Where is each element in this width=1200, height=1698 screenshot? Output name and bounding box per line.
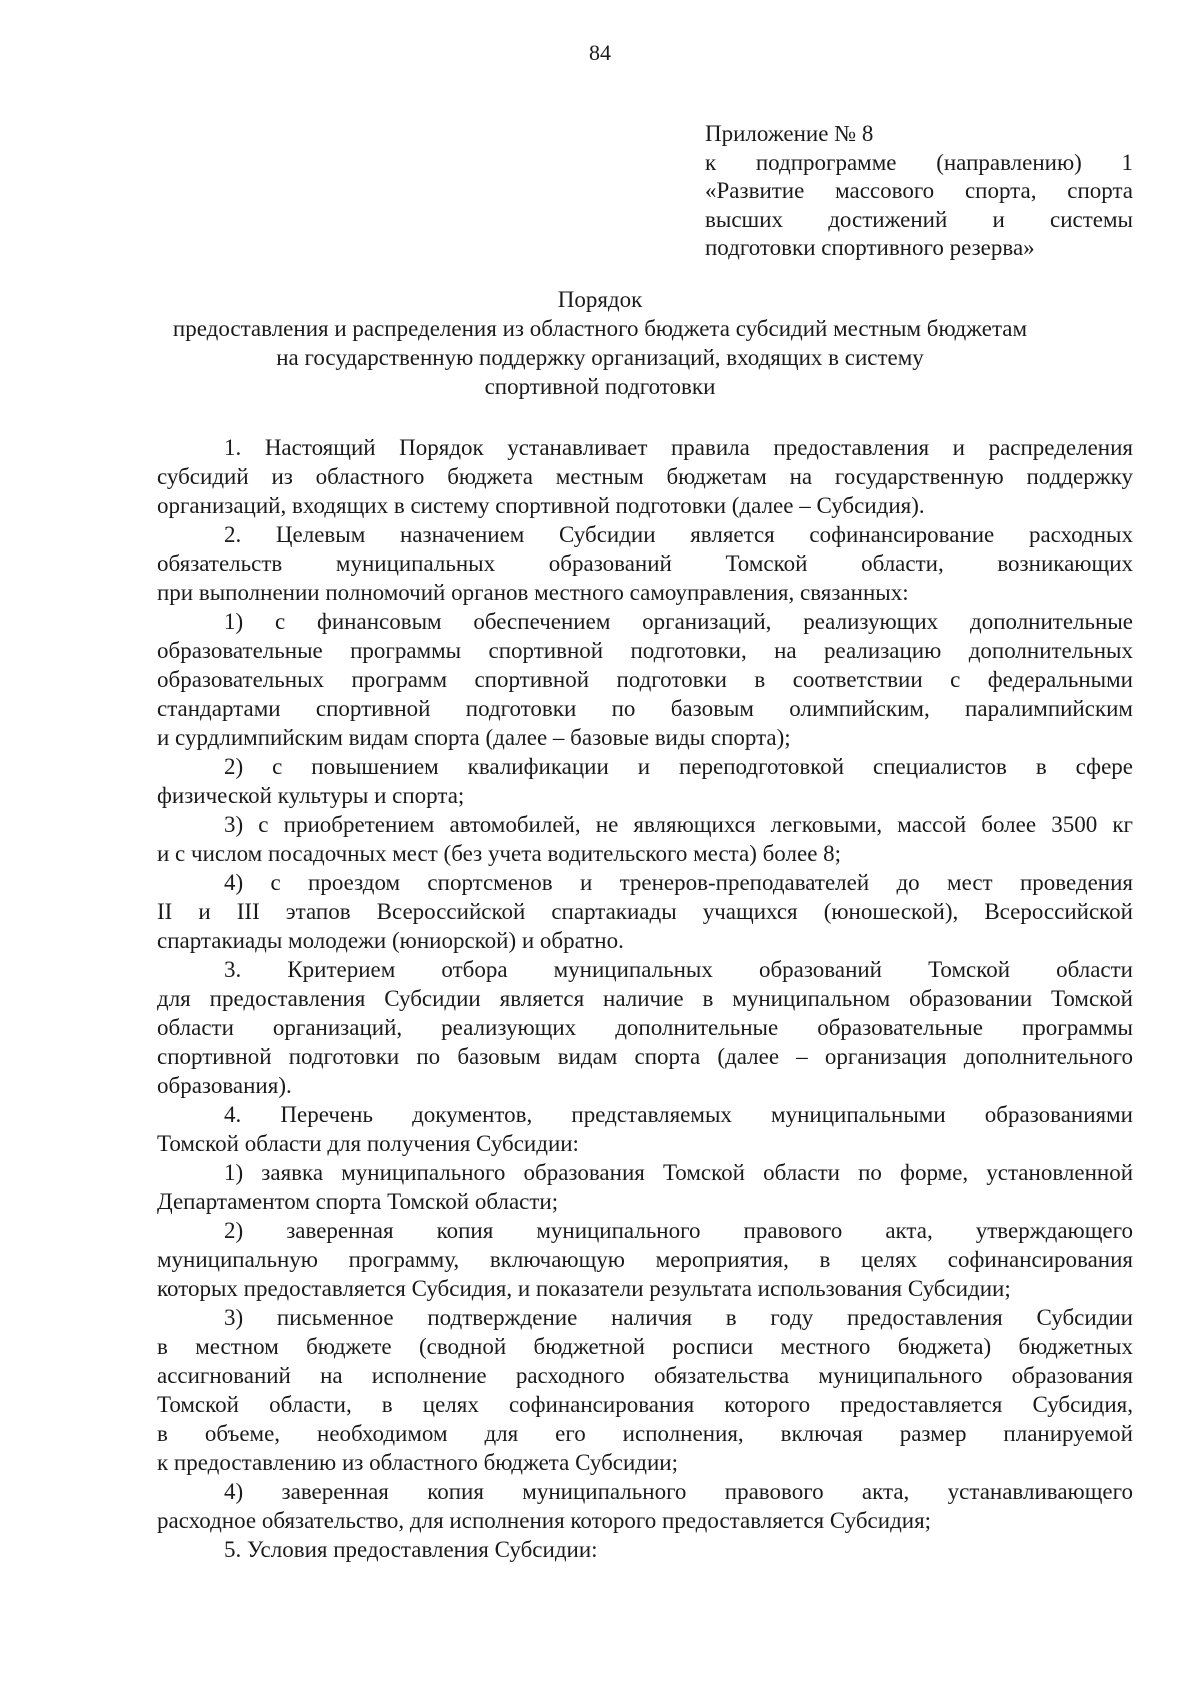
body-line: муниципальную программу, включающую мероприятия, в целях софинансирования bbox=[157, 1247, 1133, 1272]
document-title bbox=[0, 285, 1200, 401]
appendix-line: к подпрограмме (направлению) 1 bbox=[705, 149, 1133, 175]
body-line: и сурдлимпийским видам спорта (далее – базовые виды спорта); bbox=[157, 725, 791, 750]
body-line: при выполнении полномочий органов местного самоуправления, связанных: bbox=[157, 580, 909, 605]
body-line: 4. Перечень документов, представляемых муниципальными образованиями bbox=[224, 1102, 1133, 1127]
body-line: стандартами спортивной подготовки по базовым олимпийским, паралимпийским bbox=[157, 696, 1133, 721]
body-line: ассигнований на исполнение расходного обязательства муниципального образования bbox=[157, 1363, 1133, 1388]
body-line: и с числом посадочных мест (без учета водительского места) более 8; bbox=[157, 841, 842, 866]
body-line: к предоставлению из областного бюджета Субсидии; bbox=[157, 1450, 678, 1475]
body-line: обязательств муниципальных образований Томской области, возникающих bbox=[157, 551, 1133, 576]
body-line: 1. Настоящий Порядок устанавливает правила предоставления и распределения bbox=[224, 435, 1133, 460]
body-line: 3) с приобретением автомобилей, не являющихся легковыми, массой более 3500 кг bbox=[224, 812, 1133, 837]
body-line: 3) письменное подтверждение наличия в году предоставления Субсидии bbox=[224, 1305, 1133, 1330]
appendix-line: «Развитие массового спорта, спорта bbox=[705, 178, 1133, 203]
body-line: Департаментом спорта Томской области; bbox=[157, 1189, 559, 1214]
body-line: Томской области для получения Субсидии: bbox=[157, 1131, 579, 1156]
body-line: спортивной подготовки по базовым видам спорта (далее – организация дополнительного bbox=[157, 1044, 1133, 1069]
body-line: образовательные программы спортивной подготовки, на реализацию дополнительных bbox=[157, 638, 1133, 663]
body-line: которых предоставляется Субсидия, и показатели результата использования Субсидии; bbox=[157, 1276, 1011, 1301]
title-line: на государственную поддержку организаций, входящих в систему bbox=[276, 345, 924, 370]
body-line: спартакиады молодежи (юниорской) и обратно. bbox=[157, 928, 624, 953]
body-line: 1) с финансовым обеспечением организаций, реализующих дополнительные bbox=[224, 609, 1133, 634]
body-line: 2. Целевым назначением Субсидии является софинансирование расходных bbox=[224, 522, 1133, 547]
body-line: Томской области, в целях софинансирования которого предоставляется Субсидия, bbox=[157, 1392, 1133, 1417]
document-body bbox=[157, 433, 1133, 1564]
body-line: организаций, входящих в систему спортивной подготовки (далее – Субсидия). bbox=[157, 493, 925, 518]
body-line: в местном бюджете (сводной бюджетной росписи местного бюджета) бюджетных bbox=[157, 1334, 1133, 1359]
appendix-line: высших достижений и системы bbox=[705, 206, 1133, 232]
body-line: 5. Условия предоставления Субсидии: bbox=[224, 1537, 598, 1562]
body-line: в объеме, необходимом для его исполнения, включая размер планируемой bbox=[157, 1421, 1133, 1446]
body-line: 2) с повышением квалификации и переподготовкой специалистов в сфере bbox=[224, 754, 1133, 779]
appendix-line: Приложение № 8 bbox=[705, 121, 874, 146]
body-line: 2) заверенная копия муниципального правового акта, утверждающего bbox=[224, 1218, 1133, 1243]
body-line: расходное обязательство, для исполнения которого предоставляется Субсидия; bbox=[157, 1508, 932, 1533]
body-line: 4) заверенная копия муниципального правового акта, устанавливающего bbox=[224, 1479, 1133, 1504]
body-line: субсидий из областного бюджета местным бюджетам на государственную поддержку bbox=[157, 464, 1133, 489]
body-line: области организаций, реализующих дополнительные образовательные программы bbox=[157, 1015, 1133, 1040]
title-line: предоставления и распределения из областного бюджета субсидий местным бюджетам bbox=[172, 316, 1028, 341]
body-line: для предоставления Субсидии является наличие в муниципальном образовании Томской bbox=[157, 986, 1133, 1011]
title-heading: Порядок bbox=[557, 287, 643, 312]
body-line: 1) заявка муниципального образования Томской области по форме, установленной bbox=[224, 1160, 1133, 1185]
page-number: 84 bbox=[589, 40, 611, 65]
body-line: 3. Критерием отбора муниципальных образований Томской области bbox=[224, 957, 1133, 982]
body-line: образования). bbox=[157, 1073, 292, 1098]
body-line: физической культуры и спорта; bbox=[157, 783, 465, 808]
appendix-line: подготовки спортивного резерва» bbox=[705, 235, 1035, 260]
body-line: образовательных программ спортивной подготовки в соответствии с федеральными bbox=[157, 667, 1133, 692]
body-line: 4) с проездом спортсменов и тренеров-преподавателей до мест проведения bbox=[224, 870, 1133, 895]
title-line: спортивной подготовки bbox=[484, 374, 716, 399]
body-line: II и III этапов Всероссийской спартакиады учащихся (юношеской), Всероссийской bbox=[157, 899, 1133, 924]
appendix-block bbox=[705, 120, 1133, 263]
